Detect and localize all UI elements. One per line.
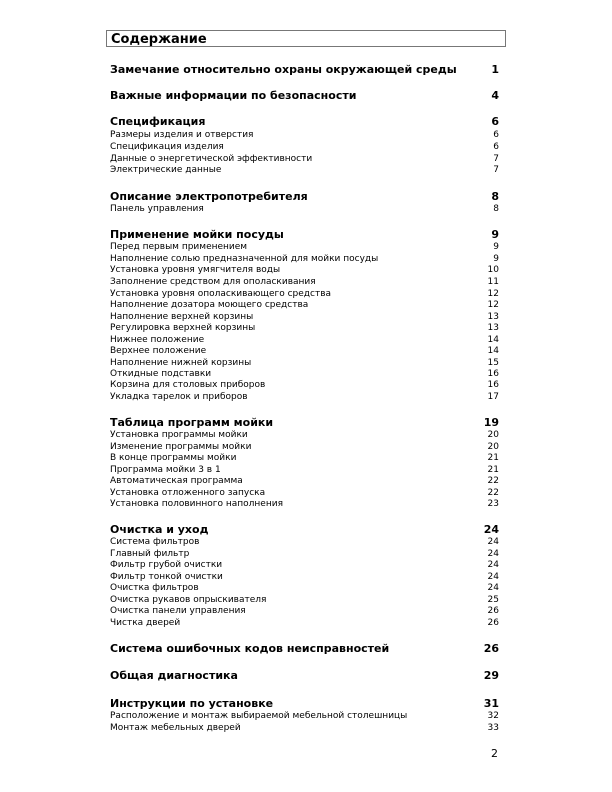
toc-entry-title: Описание электропотребителя	[110, 190, 308, 203]
toc-entry-page: 22	[487, 488, 499, 498]
toc-entry-title: Установка половинного наполнения	[110, 499, 283, 509]
toc-entry-page: 31	[483, 697, 499, 710]
toc-entry-page: 21	[487, 465, 499, 475]
contents-header-box	[106, 30, 506, 47]
toc-entry-title: Откидные подставки	[110, 369, 212, 379]
toc-entry-title: Спецификация	[110, 115, 206, 128]
toc-entry-title: Применение мойки посуды	[110, 228, 284, 241]
toc-entry-page: 9	[493, 242, 499, 252]
toc-entry-page: 29	[483, 669, 499, 682]
toc-entry-title: Чистка дверей	[110, 618, 181, 628]
toc-section-entry	[110, 642, 499, 656]
toc-entry-title: Наполнение верхней корзины	[110, 312, 254, 322]
toc-section-entry	[110, 89, 499, 103]
page-title: Содержание	[111, 32, 207, 47]
toc-entry-title: Фильтр грубой очистки	[110, 560, 223, 570]
toc-entry-title: Изменение программы мойки	[110, 442, 252, 452]
toc-subsection-entry	[110, 559, 499, 571]
toc-entry-title: Программа мойки 3 в 1	[110, 465, 221, 475]
toc-entry-page: 8	[491, 190, 499, 203]
toc-entry-page: 6	[491, 115, 499, 128]
toc-entry-page: 9	[491, 228, 499, 241]
toc-entry-title: Размеры изделия и отверстия	[110, 130, 254, 140]
toc-entry-title: Расположение и монтаж выбираемой мебельной столешницы	[110, 711, 408, 721]
toc-entry-page: 22	[487, 476, 499, 486]
toc-entry-page: 26	[487, 618, 499, 628]
toc-entry-page: 1	[491, 63, 499, 76]
toc-entry-page: 26	[487, 606, 499, 616]
toc-entry-page: 4	[491, 89, 499, 102]
toc-entry-page: 16	[487, 369, 499, 379]
toc-entry-title: Фильтр тонкой очистки	[110, 572, 223, 582]
toc-entry-title: Очистка и уход	[110, 523, 209, 536]
toc-subsection-entry	[110, 379, 499, 391]
toc-entry-page: 17	[487, 392, 499, 402]
toc-section-entry	[110, 697, 499, 711]
toc-entry-title: В конце программы мойки	[110, 453, 237, 463]
toc-entry-page: 20	[487, 442, 499, 452]
toc-entry-title: Наполнение нижней корзины	[110, 358, 252, 368]
toc-entry-title: Очистка рукавов опрыскивателя	[110, 595, 267, 605]
toc-entry-page: 26	[483, 642, 499, 655]
toc-entry-page: 21	[487, 453, 499, 463]
toc-entry-page: 24	[487, 537, 499, 547]
toc-entry-title: Наполнение дозатора моющего средства	[110, 300, 309, 310]
toc-entry-page: 6	[493, 142, 499, 152]
toc-entry-title: Установка программы мойки	[110, 430, 248, 440]
toc-subsection-entry	[110, 276, 499, 288]
toc-entry-title: Установка отложенного запуска	[110, 488, 266, 498]
toc-entry-title: Корзина для столовых приборов	[110, 380, 266, 390]
toc-entry-page: 24	[487, 560, 499, 570]
toc-section-entry	[110, 190, 499, 204]
toc-entry-title: Система ошибочных кодов неисправностей	[110, 642, 390, 655]
toc-entry-title: Очистка фильтров	[110, 583, 199, 593]
toc-subsection-entry	[110, 345, 499, 357]
toc-entry-title: Очистка панели управления	[110, 606, 246, 616]
toc-entry-page: 14	[487, 335, 499, 345]
toc-entry-title: Спецификация изделия	[110, 142, 224, 152]
toc-entry-page: 33	[487, 723, 499, 733]
toc-entry-page: 24	[487, 549, 499, 559]
toc-subsection-entry	[110, 129, 499, 141]
toc-entry-page: 24	[483, 523, 499, 536]
toc-entry-page: 12	[487, 289, 499, 299]
toc-entry-page: 11	[487, 277, 499, 287]
toc-subsection-entry	[110, 264, 499, 276]
toc-entry-title: Перед первым применением	[110, 242, 248, 252]
toc-entry-page: 16	[487, 380, 499, 390]
toc-subsection-entry	[110, 391, 499, 403]
toc-entry-page: 8	[493, 204, 499, 214]
toc-subsection-entry	[110, 203, 499, 215]
toc-entry-title: Важные информации по безопасности	[110, 89, 357, 102]
toc-entry-page: 7	[493, 154, 499, 164]
toc-entry-page: 9	[493, 254, 499, 264]
toc-entry-page: 10	[487, 265, 499, 275]
toc-subsection-entry	[110, 498, 499, 510]
toc-subsection-entry	[110, 475, 499, 487]
toc-entry-title: Электрические данные	[110, 165, 222, 175]
toc-entry-page: 24	[487, 572, 499, 582]
toc-entry-page: 20	[487, 430, 499, 440]
toc-subsection-entry	[110, 452, 499, 464]
toc-entry-title: Система фильтров	[110, 537, 200, 547]
toc-entry-title: Данные о энергетической эффективности	[110, 154, 313, 164]
toc-entry-page: 14	[487, 346, 499, 356]
toc-subsection-entry	[110, 429, 499, 441]
toc-entry-title: Нижнее положение	[110, 335, 205, 345]
toc-subsection-entry	[110, 582, 499, 594]
toc-entry-page: 24	[487, 583, 499, 593]
toc-entry-title: Таблица программ мойки	[110, 416, 274, 429]
toc-subsection-entry	[110, 164, 499, 176]
toc-entry-page: 7	[493, 165, 499, 175]
toc-section-entry	[110, 523, 499, 537]
toc-entry-title: Заполнение средством для ополаскивания	[110, 277, 316, 287]
toc-entry-title: Установка уровня умягчителя воды	[110, 265, 281, 275]
toc-subsection-entry	[110, 299, 499, 311]
toc-entry-title: Замечание относительно охраны окружающей среды	[110, 63, 457, 76]
toc-entry-title: Верхнее положение	[110, 346, 207, 356]
toc-section-entry	[110, 669, 499, 683]
toc-subsection-entry	[110, 141, 499, 153]
toc-subsection-entry	[110, 710, 499, 722]
toc-entry-title: Инструкции по установке	[110, 697, 274, 710]
toc-section-entry	[110, 228, 499, 242]
toc-subsection-entry	[110, 722, 499, 734]
toc-entry-page: 12	[487, 300, 499, 310]
toc-entry-title: Общая диагностика	[110, 669, 238, 682]
toc-subsection-entry	[110, 617, 499, 629]
toc-entry-page: 13	[487, 312, 499, 322]
toc-entry-title: Панель управления	[110, 204, 204, 214]
page-number: 2	[491, 747, 498, 760]
toc-section-entry	[110, 115, 499, 129]
toc-entry-page: 23	[487, 499, 499, 509]
toc-entry-title: Главный фильтр	[110, 549, 190, 559]
toc-entry-title: Монтаж мебельных дверей	[110, 723, 241, 733]
toc-section-entry	[110, 416, 499, 430]
toc-entry-page: 32	[487, 711, 499, 721]
toc-subsection-entry	[110, 241, 499, 253]
toc-entry-title: Установка уровня ополаскивающего средства	[110, 289, 332, 299]
toc-subsection-entry	[110, 322, 499, 334]
toc-entry-title: Наполнение солью предназначенной для мойки посуды	[110, 254, 379, 264]
toc-entry-page: 15	[487, 358, 499, 368]
toc-subsection-entry	[110, 605, 499, 617]
toc-entry-page: 13	[487, 323, 499, 333]
toc-entry-page: 25	[487, 595, 499, 605]
toc-entry-title: Регулировка верхней корзины	[110, 323, 256, 333]
toc-subsection-entry	[110, 536, 499, 548]
toc-entry-page: 6	[493, 130, 499, 140]
toc-entry-page: 19	[483, 416, 499, 429]
toc-entry-title: Укладка тарелок и приборов	[110, 392, 248, 402]
toc-section-entry	[110, 63, 499, 77]
toc-entry-title: Автоматическая программа	[110, 476, 243, 486]
